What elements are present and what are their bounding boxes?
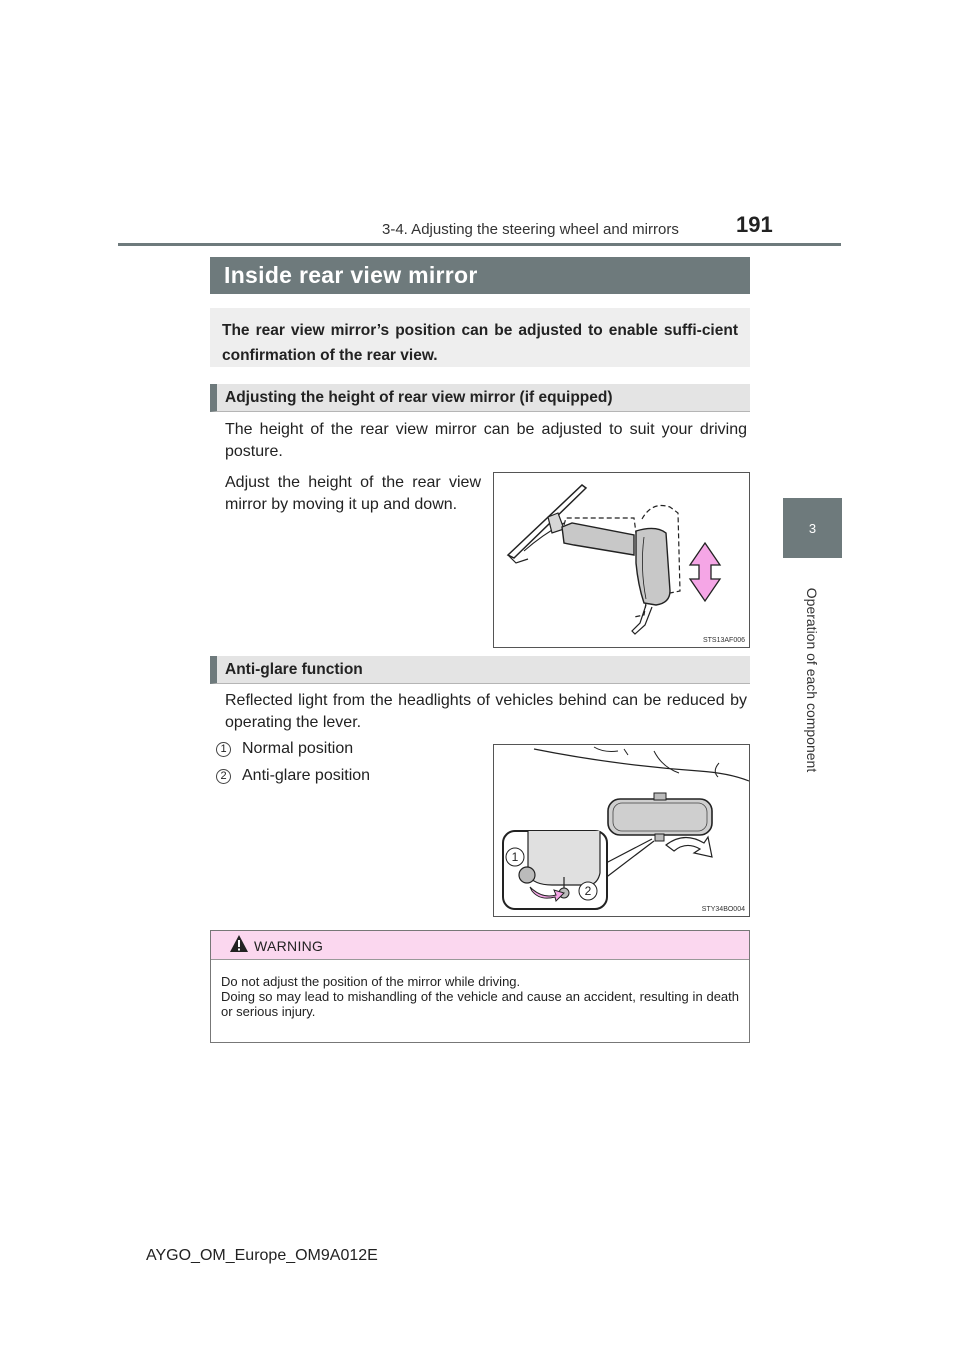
height-instruction: Adjust the height of the rear view mirror by moving it up and down. [225, 474, 481, 513]
warning-box [210, 930, 750, 1043]
header-section-title: 3-4. Adjusting the steering wheel and mirrors [382, 221, 679, 238]
chapter-label: Operation of each component [804, 587, 820, 773]
mirror-height-figure [493, 472, 750, 648]
number-badge-1: 1 [216, 742, 231, 757]
chapter-tab: 3 [783, 498, 842, 558]
number-badge-2: 2 [216, 769, 231, 784]
section-title: Inside rear view mirror [210, 257, 750, 294]
footer-doc-id: AYGO_OM_Europe_OM9A012E [146, 1247, 378, 1264]
figure-code: STY34BO004 [701, 906, 745, 913]
antiglare-figure [493, 744, 750, 917]
antiglare-illustration [494, 745, 749, 916]
figure-code: STS13AF006 [702, 637, 745, 644]
warning-line-1: Do not adjust the position of the mirror while driving. [221, 974, 521, 989]
warning-triangle-icon [229, 934, 249, 954]
warning-line-2: Doing so may lead to mishandling of the vehicle and cause an accident, resulting in death or serious injury. [221, 989, 739, 1019]
legend-item-antiglare [216, 767, 370, 785]
legend-label: Normal position [242, 740, 354, 757]
height-paragraph: The height of the rear view mirror can be adjusted to suit your driving posture. [225, 421, 747, 460]
mirror-height-illustration [494, 473, 749, 647]
warning-title: WARNING [254, 938, 324, 954]
subheading-antiglare: Anti-glare function [210, 656, 750, 684]
subheading-height: Adjusting the height of rear view mirror (if equipped) [210, 384, 750, 412]
warning-header [211, 931, 749, 960]
legend-label: Anti-glare position [242, 767, 371, 784]
legend-item-normal [216, 740, 353, 758]
figure-label-1: 1 [511, 850, 519, 864]
header-rule [118, 243, 841, 246]
page-number: 191 [736, 212, 773, 237]
up-down-arrow-icon [690, 543, 720, 601]
warning-text [211, 960, 749, 1019]
antiglare-paragraph: Reflected light from the headlights of vehicles behind can be reduced by operating the lever. [225, 692, 747, 731]
figure-label-2: 2 [584, 884, 592, 898]
intro-box: The rear view mirror’s position can be adjusted to enable suffi-cient confirmation of the rear view. [210, 308, 750, 367]
